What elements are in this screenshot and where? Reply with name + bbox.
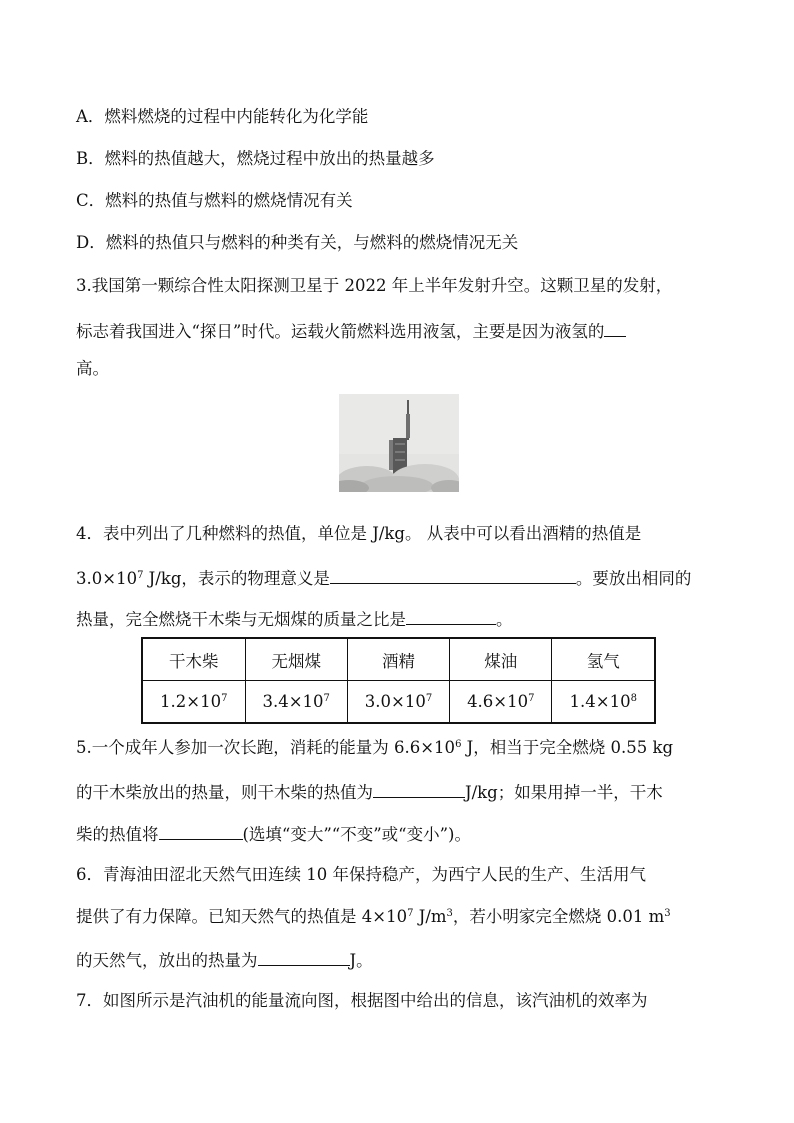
- table-header-cell: 氢气: [552, 638, 655, 681]
- question-text: 。要放出相同的: [575, 569, 692, 588]
- question-6-line-3: [76, 947, 726, 972]
- question-text: 柴的热值将: [76, 825, 159, 844]
- question-3-line-1: 3.我国第一颗综合性太阳探测卫星于 2022 年上半年发射升空。这颗卫星的发射，: [76, 276, 673, 295]
- question-text: J，相当于完全燃烧 0.55 kg: [461, 738, 674, 757]
- exponent: 6: [455, 739, 462, 750]
- question-text: J。: [349, 951, 373, 970]
- table-header-cell: 煤油: [450, 638, 552, 681]
- question-5-line-1: [76, 737, 726, 759]
- answer-blank[interactable]: [604, 318, 626, 337]
- table-cell: $3.4\times 10^7$: [245, 681, 347, 724]
- table-header-cell: 干木柴: [142, 638, 245, 681]
- question-text: 。: [496, 610, 513, 629]
- value-text: 3.0×10: [76, 569, 138, 588]
- table-cell: $1.4\times 10^8$: [552, 681, 655, 724]
- question-6-line-2: [76, 906, 726, 928]
- question-text: 提供了有力保障。已知天然气的热值是 4×10: [76, 907, 408, 926]
- answer-blank[interactable]: [406, 606, 496, 625]
- question-text: J/m: [413, 907, 447, 926]
- question-text: 的干木柴放出的热量，则干木柴的热值为: [76, 783, 373, 802]
- question-text: 热量，完全燃烧干木柴与无烟煤的质量之比是: [76, 610, 406, 629]
- question-text: J/kg，表示的物理意义是: [143, 569, 330, 588]
- rocket-launch-image: [339, 394, 459, 492]
- exponent: 3: [664, 908, 671, 919]
- answer-blank[interactable]: [258, 947, 350, 966]
- question-text: 的天然气，放出的热量为: [76, 951, 258, 970]
- question-text: J/kg；如果用掉一半，干木: [465, 783, 663, 802]
- answer-blank[interactable]: [330, 565, 576, 584]
- question-5-line-3: [76, 821, 726, 846]
- exponent: 7: [137, 570, 144, 581]
- exponent: 7: [407, 908, 414, 919]
- question-text: ，若小明家完全燃烧 0.01 m: [452, 907, 665, 926]
- option-c: C．燃料的热值与燃料的燃烧情况有关: [76, 191, 353, 210]
- question-text: (选填“变大”“不变”或“变小”)。: [242, 825, 471, 844]
- table-row: [142, 681, 655, 724]
- option-b: B．燃料的热值越大，燃烧过程中放出的热量越多: [76, 149, 435, 168]
- exponent: 3: [446, 908, 453, 919]
- table-header-row: [142, 638, 655, 681]
- table-cell: $4.6\times 10^7$: [450, 681, 552, 724]
- question-4-line-3: [76, 606, 726, 631]
- question-5-line-2: [76, 779, 726, 804]
- table-header-cell: 酒精: [347, 638, 449, 681]
- question-3-line-2: [76, 318, 726, 343]
- answer-blank[interactable]: [373, 779, 465, 798]
- table-cell: $1.2\times 10^7$: [142, 681, 245, 724]
- question-7-line-1: 7．如图所示是汽油机的能量流向图，根据图中给出的信息，该汽油机的效率为: [76, 991, 648, 1010]
- table-cell: $3.0\times 10^7$: [347, 681, 449, 724]
- table-header-cell: 无烟煤: [245, 638, 347, 681]
- question-6-line-1: 6．青海油田涩北天然气田连续 10 年保持稳产，为西宁人民的生产、生活用气: [76, 865, 646, 884]
- question-text: 5.一个成年人参加一次长跑，消耗的能量为 6.6×10: [76, 738, 456, 757]
- question-4-line-1: 4．表中列出了几种燃料的热值，单位是 J/kg。 从表中可以看出酒精的热值是: [76, 524, 642, 543]
- option-d: D．燃料的热值只与燃料的种类有关，与燃料的燃烧情况无关: [76, 233, 519, 252]
- question-3-text: 标志着我国进入“探日”时代。运载火箭燃料选用液氢，主要是因为液氢的: [76, 322, 605, 341]
- question-4-line-2: [76, 565, 726, 590]
- fuel-heat-value-table: [141, 637, 656, 724]
- option-a: A．燃料燃烧的过程中内能转化为化学能: [76, 107, 369, 126]
- question-3-line-3: 高。: [76, 359, 109, 378]
- answer-blank[interactable]: [159, 821, 243, 840]
